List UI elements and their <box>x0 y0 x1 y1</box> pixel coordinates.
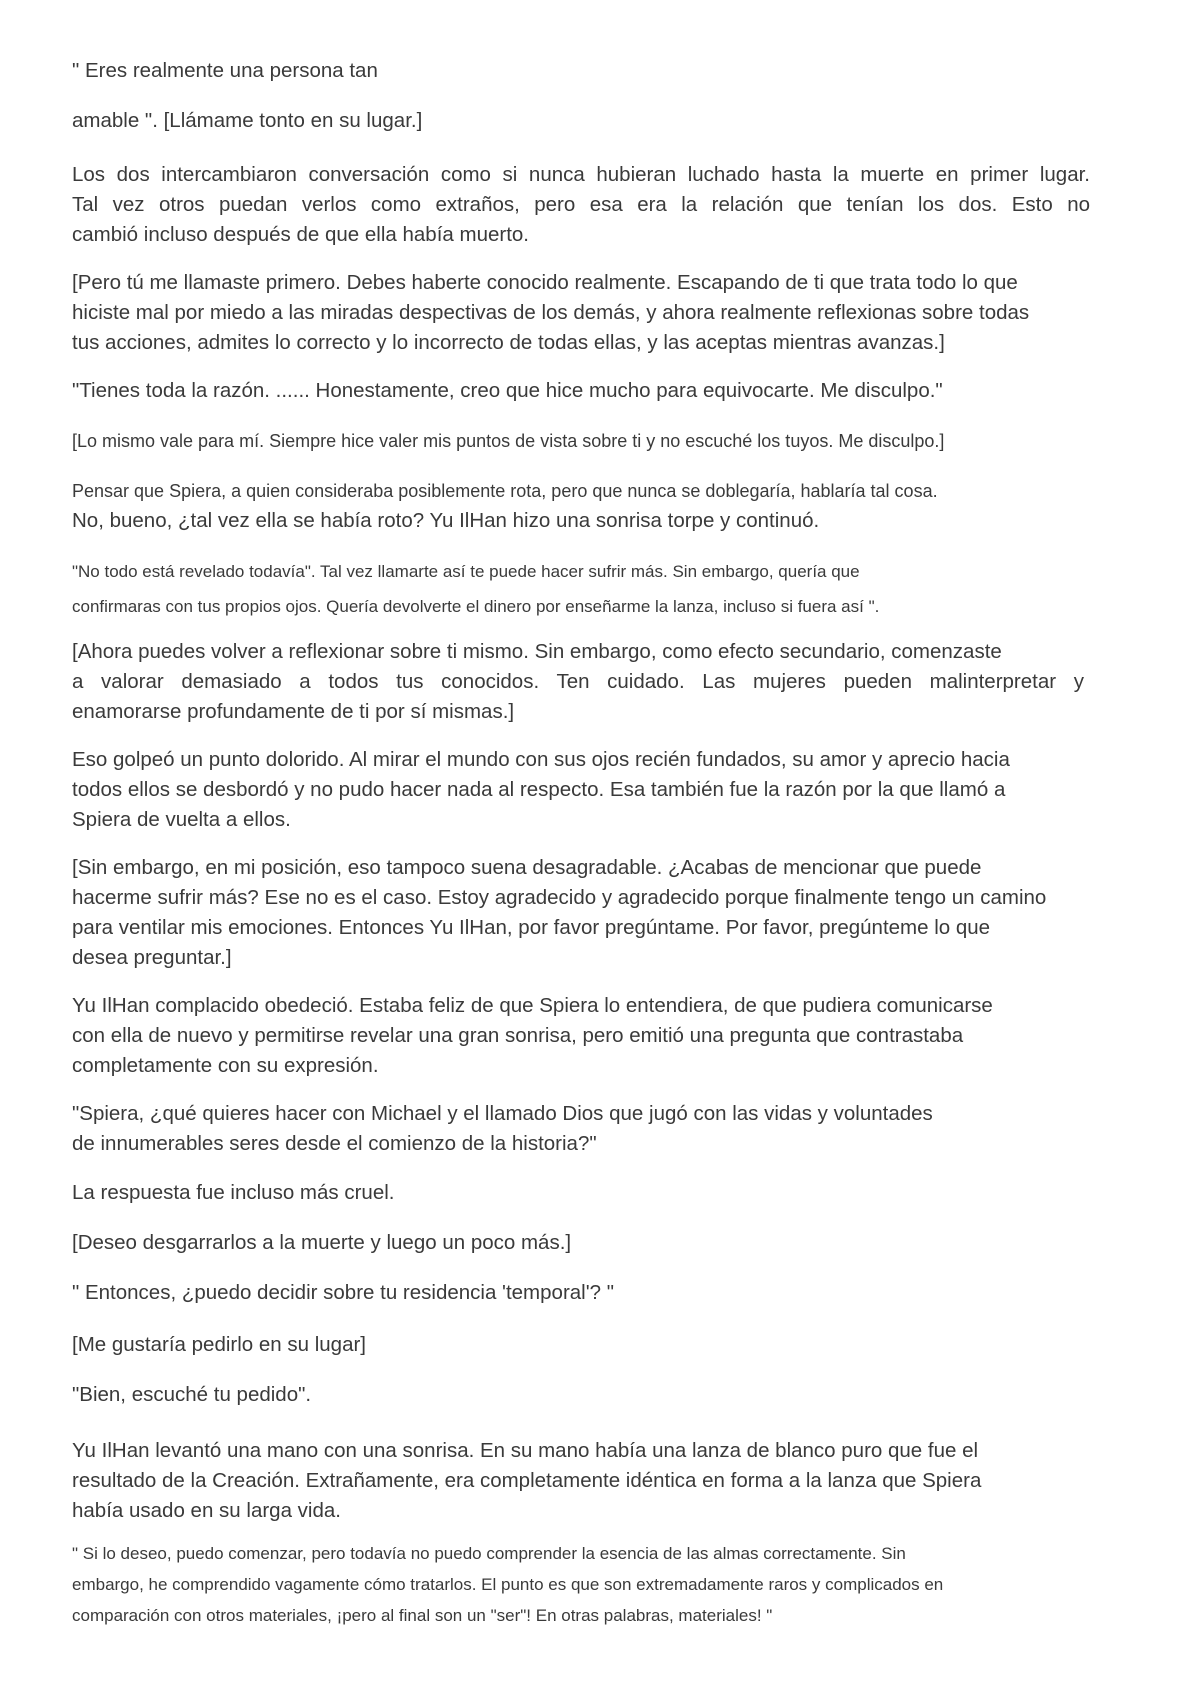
paragraph-15 <box>72 1178 394 1208</box>
paragraph-11 <box>72 745 1010 835</box>
text-line: Pensar que Spiera, a quien consideraba posiblemente rota, pero que nunca se doblegaría, hablaría tal cosa. <box>72 481 938 501</box>
paragraph-19 <box>72 1380 311 1410</box>
text-line: comparación con otros materiales, ¡pero al final son un "ser"! En otras palabras, materiales! " <box>72 1606 773 1625</box>
text-line: "Tienes toda la razón. ...... Honestamente, creo que hice mucho para equivocarte. Me disculpo." <box>72 379 943 402</box>
text-line: con ella de nuevo y permitirse revelar una gran sonrisa, pero emitió una pregunta que contrastaba <box>72 1024 964 1047</box>
text-line: "Spiera, ¿qué quieres hacer con Michael y el llamado Dios que jugó con las vidas y voluntades <box>72 1102 933 1125</box>
text-line: hacerme sufrir más? Ese no es el caso. Estoy agradecido y agradecido porque finalmente tengo un camino <box>72 886 1047 909</box>
text-line: [Lo mismo vale para mí. Siempre hice valer mis puntos de vista sobre ti y no escuché los tuyos. Me disculpo.] <box>72 431 945 451</box>
text-line: Yu IlHan levantó una mano con una sonrisa. En su mano había una lanza de blanco puro que fue el <box>72 1439 979 1462</box>
text-line: "No todo está revelado todavía". Tal vez llamarte así te puede hacer sufrir más. Sin embargo, quería que <box>72 562 860 581</box>
paragraph-12 <box>72 853 1046 973</box>
text-line: enamorarse profundamente de ti por sí mismas.] <box>72 700 515 723</box>
text-line: tus acciones, admites lo correcto y lo incorrecto de todas ellas, y las aceptas mientras avanzas.] <box>72 331 945 354</box>
text-line: Yu IlHan complacido obedeció. Estaba feliz de que Spiera lo entendiera, de que pudiera comunicarse <box>72 994 993 1017</box>
text-line: Eso golpeó un punto dolorido. Al mirar el mundo con sus ojos recién fundados, su amor y aprecio hacia <box>72 748 1010 771</box>
paragraph-20 <box>72 1436 981 1526</box>
paragraph-21 <box>72 1538 943 1631</box>
text-line: completamente con su expresión. <box>72 1054 379 1077</box>
paragraph-4 <box>72 268 1029 358</box>
paragraph-3 <box>72 160 1090 250</box>
text-line: " Si lo deseo, puedo comenzar, pero todavía no puedo comprender la esencia de las almas correctamente. Sin <box>72 1544 906 1563</box>
text-line: [Me gustaría pedirlo en su lugar] <box>72 1333 366 1356</box>
text-line: La respuesta fue incluso más cruel. <box>72 1181 395 1204</box>
paragraph-7 <box>72 478 938 505</box>
paragraph-16 <box>72 1228 571 1258</box>
paragraph-5 <box>72 376 943 406</box>
text-line: todos ellos se desbordó y no pudo hacer nada al respecto. Esa también fue la razón por la que llamó a <box>72 778 1006 801</box>
text-line: resultado de la Creación. Extrañamente, era completamente idéntica en forma a la lanza que Spiera <box>72 1469 982 1492</box>
text-line: para ventilar mis emociones. Entonces Yu IlHan, por favor pregúntame. Por favor, pregúnteme lo que <box>72 916 991 939</box>
text-line: "Bien, escuché tu pedido". <box>72 1383 312 1406</box>
text-line: hiciste mal por miedo a las miradas despectivas de los demás, y ahora realmente reflexionas sobre todas <box>72 301 1030 324</box>
text-line: a valorar demasiado a todos tus conocidos. Ten cuidado. Las mujeres pueden malinterpretar y <box>72 670 1084 693</box>
text-line: " Entonces, ¿puedo decidir sobre tu residencia 'temporal'? " <box>72 1281 615 1304</box>
paragraph-9 <box>72 556 879 622</box>
text-line: No, bueno, ¿tal vez ella se había roto? Yu IlHan hizo una sonrisa torpe y continuó. <box>72 509 820 532</box>
paragraph-17 <box>72 1278 614 1308</box>
text-line: amable ". [Llámame tonto en su lugar.] <box>72 109 423 132</box>
text-line: confirmaras con tus propios ojos. Quería devolverte el dinero por enseñarme la lanza, incluso si fuera así ". <box>72 597 880 616</box>
paragraph-1 <box>72 56 378 86</box>
text-line: Spiera de vuelta a ellos. <box>72 808 291 831</box>
text-line: había usado en su larga vida. <box>72 1499 341 1522</box>
paragraph-2 <box>72 106 422 136</box>
paragraph-14 <box>72 1099 933 1159</box>
paragraph-10 <box>72 637 1084 727</box>
text-line: Tal vez otros puedan verlos como extraños, pero esa era la relación que tenían los dos. Esto no <box>72 193 1090 216</box>
text-line: embargo, he comprendido vagamente cómo tratarlos. El punto es que son extremadamente raros y complicados en <box>72 1575 944 1594</box>
paragraph-8 <box>72 506 819 536</box>
text-line: Los dos intercambiaron conversación como si nunca hubieran luchado hasta la muerte en primer lugar. <box>72 163 1090 186</box>
text-line: [Ahora puedes volver a reflexionar sobre ti mismo. Sin embargo, como efecto secundario, comenzaste <box>72 640 1002 663</box>
text-line: desea preguntar.] <box>72 946 232 969</box>
text-line: cambió incluso después de que ella había muerto. <box>72 223 529 246</box>
text-line: " Eres realmente una persona tan <box>72 59 378 82</box>
paragraph-6 <box>72 428 944 455</box>
text-line: de innumerables seres desde el comienzo de la historia?" <box>72 1132 597 1155</box>
paragraph-18 <box>72 1330 366 1360</box>
text-line: [Deseo desgarrarlos a la muerte y luego un poco más.] <box>72 1231 572 1254</box>
paragraph-13 <box>72 991 993 1081</box>
text-line: [Sin embargo, en mi posición, eso tampoco suena desagradable. ¿Acabas de mencionar que puede <box>72 856 982 879</box>
text-line: [Pero tú me llamaste primero. Debes haberte conocido realmente. Escapando de ti que trata todo lo que <box>72 271 1018 294</box>
